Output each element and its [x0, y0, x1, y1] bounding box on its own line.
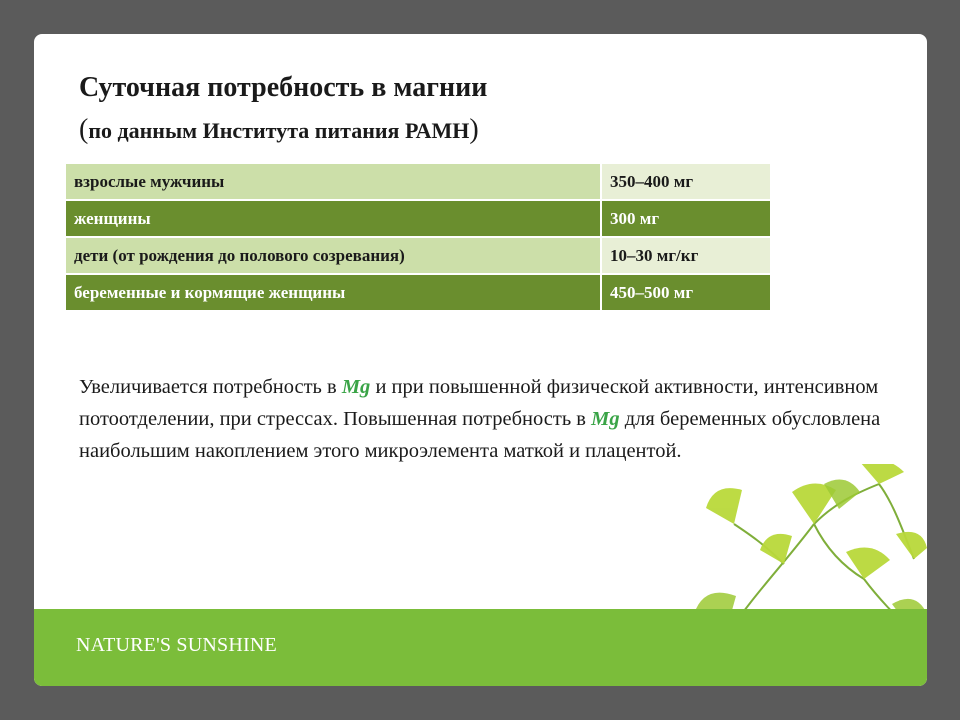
group-cell: беременные и кормящие женщины: [65, 274, 601, 311]
table-row: [65, 274, 771, 311]
table-row: [65, 200, 771, 237]
subtitle-text: по данным Института питания РАМН: [88, 118, 470, 143]
amount-cell: 300 мг: [601, 200, 771, 237]
mg-symbol: Mg: [591, 408, 620, 430]
amount-cell: 350–400 мг: [601, 163, 771, 200]
amount-cell: 450–500 мг: [601, 274, 771, 311]
paragraph-text-3: для беременных обусловлена наибольшим накоплением этого микроэлемента маткой и плацентой.: [79, 408, 881, 462]
group-cell: женщины: [65, 200, 601, 237]
slide-subtitle: [79, 114, 479, 146]
group-cell: взрослые мужчины: [65, 163, 601, 200]
paragraph-text-2: и при повышенной физической активности, интенсивном потоотделении, при стрессах. Повышенная потребность в: [79, 376, 879, 430]
table-row: [65, 237, 771, 274]
group-cell: дети (от рождения до полового созревания): [65, 237, 601, 274]
mg-symbol: Mg: [341, 376, 371, 398]
table-row: [65, 163, 771, 200]
magnesium-needs-table: [64, 162, 772, 312]
paragraph-text-1: Увеличивается потребность в: [79, 376, 342, 398]
slide-title: Суточная потребность в магнии: [79, 72, 488, 103]
subtitle-open-paren: (: [79, 114, 89, 145]
amount-cell: 10–30 мг/кг: [601, 237, 771, 274]
brand-logo: NATURE'S SUNSHINE: [76, 634, 277, 656]
body-paragraph: [79, 371, 899, 467]
slide: [34, 34, 927, 686]
subtitle-close-paren: ): [469, 114, 479, 145]
